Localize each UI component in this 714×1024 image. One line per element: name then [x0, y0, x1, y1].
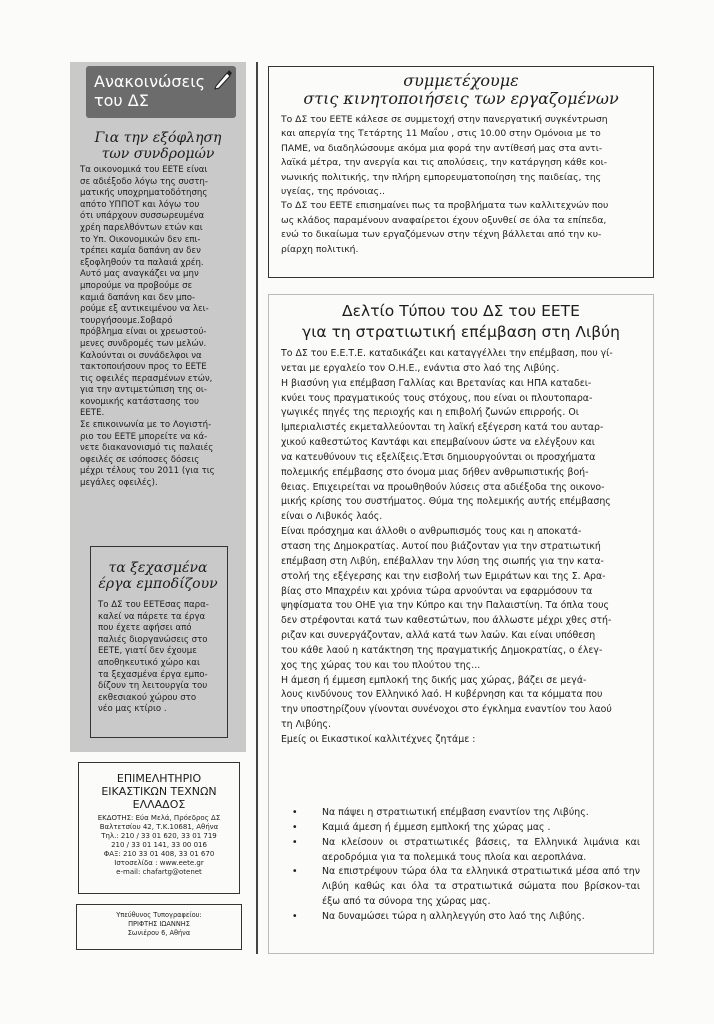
demand-text: Να πάψει η στρατιωτική επέμβαση εναντίον της Λιβύης.: [322, 807, 589, 818]
column-divider: [256, 62, 258, 954]
demand-item: [280, 865, 640, 910]
forgotten-works-text: Το ΔΣ του ΕΕΤΕσας παρα- καλεί να πάρετε τα έργα που έχετε αφήσει από παλιές διοργανώσεις στο ΕΕΤΕ, γιατί δεν έχουμε αποθηκευτικό χώρο και τα ξεχασμένα έργα εμπο- δίζουν τη λειτουργία του εκθεσιακού χώρου στο νέο μας κτίριο .: [98, 600, 209, 715]
publisher-org: ΕΠΙΜΕΛΗΤΗΡΙΟ ΕΙΚΑΣΤΙΚΩΝ ΤΕΧΝΩΝ ΕΛΛΑΔΟΣ: [101, 772, 217, 811]
demand-text: Να κλείσουν οι στρατιωτικές βάσεις, τα Ελληνικά λιμάνια και αεροδρόμια για τα πολεμικά τους πλοία και αεροπλάνα.: [322, 836, 640, 863]
demand-item: [280, 910, 640, 925]
dues-text: Τα οικονομικά του ΕΕΤΕ είναι σε αδιέξοδο λόγω της συστη- ματικής υποχρηματοδότησης απότο ΥΠΠΟΤ και λόγω του ότι υπάρχουν συσσωρευμένα χρέη παρελθόντων ετών και το Υπ. Οικονομικών δεν επι- τρέπει καμία δαπάνη αν δεν εξοφληθούν τα παλαιά χρέη. Αυτό μας αναγκάζει να μην μπορούμε να προβούμε σε καμιά δαπάνη και δεν μπο- ρούμε εξ αντικειμένου να λει- τουργήσουμε.Σοβαρό πρόβλημα είναι οι χρεωστού- μενες συνδρομές των μελών. Καλούνται οι συνάδελφοι να τακτοποιήσουν προς το ΕΕΤΕ τις οφειλές περασμένων ετών, για την αντιμετώπιση της οι- κονομικής κατάστασης του ΕΕΤΕ. Σε επικοινωνία με το Λογιστή- ριο του ΕΕΤΕ μπορείτε να κά- νετε διακανονισμό τις παλαιές οφειλές σε ισόποσες δόσεις μέχρι τέλους του 2011 (για τις μεγάλες οφειλές).: [80, 165, 215, 489]
article-mobilizations: [268, 66, 654, 278]
article-mobilizations-title-line2: στις κινητοποιήσεις των εργαζομένων: [303, 89, 619, 108]
bullet-icon: •: [292, 807, 298, 818]
dues-heading: Για την εξόφληση των συνδρομών: [94, 130, 222, 162]
announcements-title-box: [86, 66, 236, 118]
article-mobilizations-title-line1: συμμετέχουμε: [403, 71, 519, 90]
demand-text: Καμιά άμεση ή έμμεση εμπλοκή της χώρας μας .: [322, 821, 551, 833]
bullet-icon: •: [292, 821, 298, 833]
demand-item: [280, 836, 640, 866]
press-release-title-line2: για τη στρατιωτική επέμβαση στη Λιβύη: [302, 323, 620, 341]
demands-list: [280, 806, 640, 925]
demand-text: Να επιστρέψουν τώρα όλα τα ελληνικά στρατιωτικά μέσα από την Λιβύη καθώς και όλα τα στρατιωτικά σώματα που βρίσκον-ται έξω από τα σύνορα της χώρας μας.: [322, 866, 640, 908]
bullet-icon: •: [292, 910, 298, 922]
press-release-body: Το ΔΣ του Ε.Ε.Τ.Ε. καταδικάζει και καταγγέλλει την επέμβαση, που γί- νεται με εργαλείο τον Ο.Η.Ε., ενάντια στο λαό της Λιβύης. Η βιασύνη για επέμβαση Γαλλίας και Βρετανίας και ΗΠΑ καταδει- κνύει τους πραγματικούς τους στόχους, που είναι οι πλουτοπαρα- γωγικές πηγές της περιοχής και η επιβολή ζωνών επιρροής. Οι Ιμπεριαλιστές εκμεταλλεύονται τη λαϊκή εξέγερση κατά του αυταρ- χικού καθεστώτος Καντάφι και επεμβαίνουν ώστε να ελέγξουν και να κατευθύνουν τις εξελίξεις.Έτσι δημιουργούνται οι προσχήματα πολεμικής επέμβασης στο όνομα μιας δήθεν ανθρωπιστικής βοή- θειας. Επιχειρείται να προωθηθούν λύσεις στα αδιέξοδα της οικονο- μικής κρίσης του συστήματος. Θύμα της πολεμικής αυτής επέμβασης είναι ο Λιβυκός λαός. Είναι πρόσχημα και άλλοθι ο ανθρωπισμός τους και η αποκατά- σταση της Δημοκρατίας. Αυτοί που βιάζονταν για την στρατιωτική επέμβαση στη Λιβύη, επέβαλλαν την λύση της σιωπής για την κατα- στολή της εξέγερσης και την εισβολή των Εμιράτων και της Σ. Αρα- βίας στο Μπαχρέιν και χρόνια τώρα αρνούνται να εφαρμόσουν τα ψηφίσματα του ΟΗΕ για την Κύπρο και την Παλαιστίνη. Τα όπλα τους δεν στρέφονται κατά των καθεστώτων, που άλλωστε μέχρι χθες στή- ριζαν και συνεργάζονταν, αλλά κατά των λαών. Και είναι υπόθεση του κάθε λαού η κατάκτηση της πραγματικής Δημοκρατίας, ο έλεγ- χος της χώρας του και του πλούτου της... Η άμεση ή έμμεση εμπλοκή της δικής μας χώρας, βάζει σε μεγά- λους κινδύνους τον Ελληνικό λαό. Η κυβέρνηση και τα κόμματα που την υποστηρίζουν γίνονται συνένοχοι στο έγκλημα εναντίον του λαού τη Λιβύης. Εμείς οι Εικαστικοί καλλιτέχνες ζητάμε :: [281, 348, 613, 745]
publisher-details: ΕΚΔΟΤΗΣ: Εύα Μελά, Πρόεδρος ΔΣ Βαλτετσίου 42, Τ.Κ.10681, Αθήνα Τηλ.: 210 / 33 01 620, 33 01 719 210 / 33 01 141, 33 00 016 ΦΑΞ: 210 33 01 408, 33 01 670 Ιστοσελίδα : www.eete.gr e-mail: chafartg@otenet: [97, 814, 221, 876]
pen-icon: [212, 68, 234, 90]
demand-item: [280, 821, 640, 836]
printer-box: Υπεύθυνος Τυπογραφείου: ΠΡΙΦΤΗΣ ΙΩΑΝΝΗΣ Σωνιέρου 6, Αθήνα: [76, 904, 242, 950]
press-release-title-line1: Δελτίο Τύπου του ΔΣ του ΕΕΤΕ: [342, 302, 580, 320]
bullet-icon: •: [292, 866, 298, 878]
bullet-icon: •: [292, 836, 298, 848]
forgotten-works-heading: τα ξεχασμένα έργα εμποδίζουν: [98, 560, 218, 592]
announcements-title: Ανακοινώσεις του ΔΣ: [94, 72, 205, 110]
publisher-box: [78, 762, 240, 894]
article-mobilizations-body: Το ΔΣ του ΕΕΤΕ κάλεσε σε συμμετοχή στην πανεργατική συγκέντρωση και απεργία της Τετάρτης 11 Μαΐου , στις 10.00 στην Ομόνοια με το ΠΑΜΕ, να διαδηλώσουμε ακόμα μια φορά την αντίθεσή μας στα αντι- λαϊκά μέτρα, την ανεργία και τις απολύσεις, την κατάργηση κάθε κοι- νωνικής πολιτικής, την πλήρη εμπορευματοποίηση της παιδείας, της υγείας, της πρόνοιας.. Το ΔΣ του ΕΕΤΕ επισημαίνει πως τα προβλήματα των καλλιτεχνών που ως κλάδος παραμένουν αναφαίρετοι έχουν οξυνθεί σε όλα τα επίπεδα, ενώ το δικαίωμα των εργαζόμενων στην τέχνη βάλλεται από την κυ- ρίαρχη πολιτική.: [281, 114, 609, 255]
demand-item: [280, 806, 640, 821]
demand-text: Να δυναμώσει τώρα η αλληλεγγύη στο λαό της Λιβύης.: [322, 910, 585, 922]
